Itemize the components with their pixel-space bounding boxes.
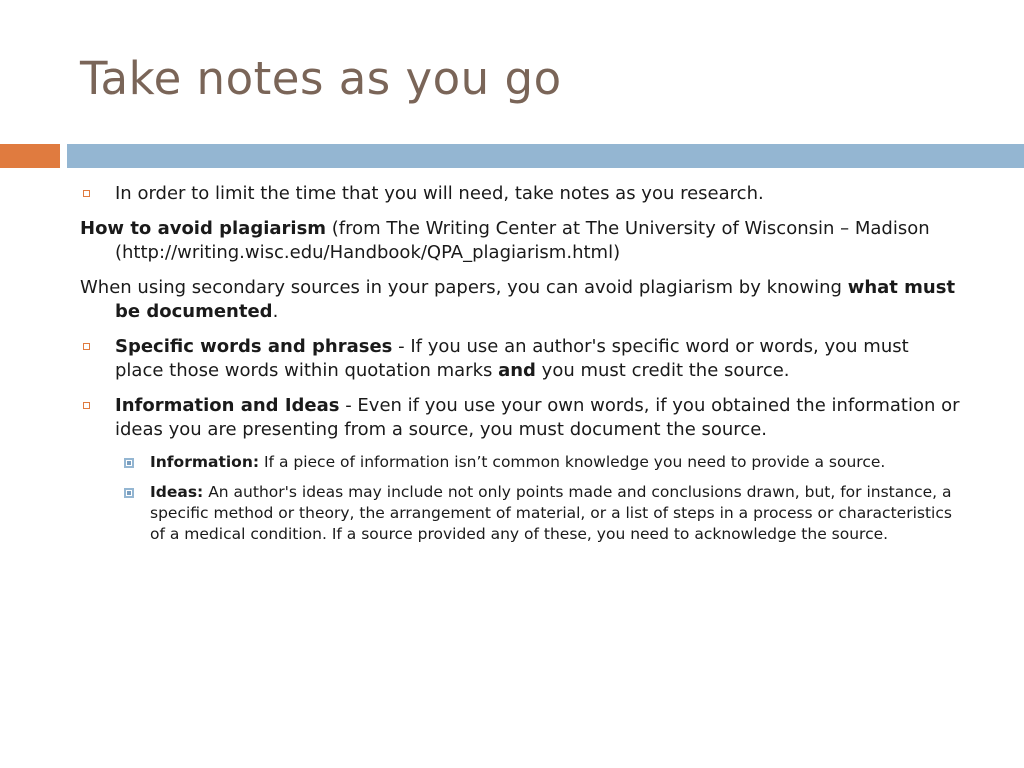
slide-title: Take notes as you go <box>80 52 562 105</box>
bullet-take-notes <box>80 182 960 206</box>
paragraph-secondary-sources <box>80 276 960 324</box>
subbullet-ideas <box>150 482 960 545</box>
subbullet-information <box>150 452 960 473</box>
accent-bar-orange <box>0 144 60 168</box>
subbullet-text: An author's ideas may include not only points made and conclusions drawn, but, for instance, a specific method or theory, the arrangement of material, or a list of steps in a process or characteristics of a medical condition. If a source provided any of these, you need to acknowledge the source. <box>150 483 952 543</box>
paragraph-text: (from The Writing Center at The University of Wisconsin – Madison (http://writing.wisc.edu/Handbook/QPA_plagiarism.html) <box>115 218 930 263</box>
paragraph-how-to-avoid <box>80 217 960 265</box>
paragraph-emphasis: what must be documented <box>115 277 956 322</box>
bullet-text-end: you must credit the source. <box>535 360 790 381</box>
paragraph-heading: How to avoid plagiarism <box>80 218 327 239</box>
bullet-text: In order to limit the time that you will need, take notes as you research. <box>115 183 764 204</box>
subbullet-heading: Ideas: <box>150 483 204 501</box>
bullet-heading: Information and Ideas <box>115 395 340 416</box>
subbullet-heading: Information: <box>150 453 260 471</box>
accent-bar-blue <box>67 144 1024 168</box>
square-bullet-icon <box>83 343 90 350</box>
paragraph-text-end: . <box>272 301 279 322</box>
bullet-text: - If you use an author's specific word or words, you must place those words within quotation marks <box>115 336 909 381</box>
square-bullet-icon <box>83 402 90 409</box>
paragraph-text: When using secondary sources in your papers, you can avoid plagiarism by knowing <box>80 277 848 298</box>
bullet-information-ideas <box>80 394 960 442</box>
subbullet-text: If a piece of information isn’t common knowledge you need to provide a source. <box>259 453 886 471</box>
bullet-text: - Even if you use your own words, if you obtained the information or ideas you are presenting from a source, you must document the source. <box>115 395 960 440</box>
filled-square-bullet-icon <box>124 458 134 468</box>
bullet-emphasis: and <box>498 360 536 381</box>
bullet-specific-words <box>80 335 960 383</box>
filled-square-bullet-icon <box>124 488 134 498</box>
square-bullet-icon <box>83 190 90 197</box>
slide-body <box>80 182 960 554</box>
bullet-heading: Specific words and phrases <box>115 336 393 357</box>
